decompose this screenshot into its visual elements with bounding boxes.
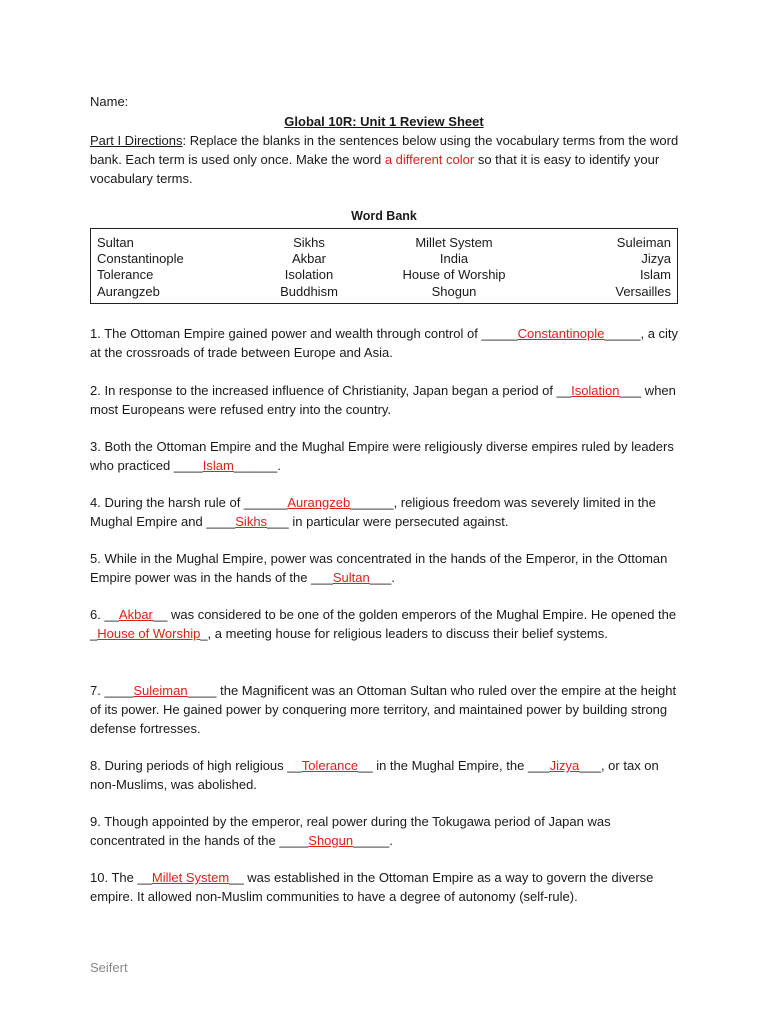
word-bank-term: Islam: [639, 267, 671, 282]
word-bank-term: Tolerance: [97, 267, 154, 282]
directions-highlight: a different color: [384, 152, 475, 167]
question-text: ___ in particular were persecuted against.: [267, 514, 509, 529]
word-bank-term: Suleiman: [616, 235, 671, 250]
answer-term: Sikhs: [235, 514, 268, 529]
word-bank-term: Jizya: [641, 251, 671, 266]
question-text: 1. The Ottoman Empire gained power and wealth through control of _____: [90, 326, 518, 341]
word-bank-row: [91, 283, 677, 300]
answer-term: House of Worship: [97, 626, 201, 641]
question-text: ___ when most Europeans were refused entry into the country.: [90, 383, 676, 417]
answer-term: Suleiman: [133, 683, 188, 698]
word-bank-term: House of Worship: [402, 267, 506, 282]
word-bank-term: Isolation: [284, 267, 334, 282]
question-4: [90, 493, 682, 531]
answer-term: Millet System: [151, 870, 230, 885]
directions-text-before: : Replace the blanks in the sentences below using the vocabulary terms from the word bank. Each term is used only once. Make the word: [90, 133, 679, 167]
question-2: [90, 381, 682, 419]
question-8: [90, 756, 682, 794]
word-bank-term: Millet System: [415, 235, 493, 250]
question-6: [90, 605, 682, 643]
word-bank-term: Versailles: [615, 284, 671, 299]
answer-term: Islam: [202, 458, 234, 473]
question-text: 10. The __: [90, 870, 152, 885]
answer-term: Aurangzeb: [287, 495, 351, 510]
question-text: _, a meeting house for religious leaders to discuss their belief systems.: [200, 626, 608, 641]
directions-paragraph: [90, 131, 680, 188]
word-bank-term: India: [439, 251, 469, 266]
word-bank-title: Word Bank: [351, 209, 417, 223]
question-1: [90, 324, 682, 362]
question-text: _____, a city at the crossroads of trade between Europe and Asia.: [90, 326, 679, 360]
word-bank-row: [91, 250, 677, 267]
question-text: ___.: [369, 570, 395, 585]
word-bank-term: Constantinople: [97, 251, 184, 266]
answer-term: Tolerance: [301, 758, 359, 773]
directions-text-after: so that it is easy to identify your vocabulary terms.: [90, 152, 660, 186]
question-text: ____ the Magnificent was an Ottoman Sultan who ruled over the empire at the height of its power. He gained power by conquering more territory, and maintained power by building strong defense fortresses.: [90, 683, 677, 736]
word-bank-term: Aurangzeb: [97, 284, 160, 299]
word-bank-term: Buddhism: [280, 284, 338, 299]
answer-term: Sultan: [332, 570, 370, 585]
answer-term: Jizya: [549, 758, 580, 773]
word-bank-box: [90, 228, 678, 304]
question-text: __ was established in the Ottoman Empire as a way to govern the diverse empire. It allowed non-Muslim communities to have a degree of autonomy (self-rule).: [90, 870, 654, 904]
word-bank-row: [91, 234, 677, 251]
answer-term: Shogun: [308, 833, 354, 848]
directions-label: Part I Directions: [90, 133, 183, 148]
answer-term: Isolation: [571, 383, 620, 398]
answer-term: Constantinople: [517, 326, 605, 341]
question-text: 5. While in the Mughal Empire, power was concentrated in the hands of the Emperor, in the Ottoman Empire power was in the hands of the ___: [90, 551, 668, 585]
question-10: [90, 868, 682, 906]
word-bank-term: Sikhs: [293, 235, 325, 250]
question-text: 9. Though appointed by the emperor, real power during the Tokugawa period of Japan was concentrated in the hands of the ____: [90, 814, 611, 848]
question-text: __ was considered to be one of the golden emperors of the Mughal Empire. He opened the _: [90, 607, 677, 641]
question-text: ______.: [233, 458, 281, 473]
question-text: 2. In response to the increased influence of Christianity, Japan began a period of __: [90, 383, 572, 398]
question-text: 7. ____: [90, 683, 134, 698]
name-label: Name:: [90, 94, 129, 109]
word-bank-term: Sultan: [97, 235, 134, 250]
question-3: [90, 437, 682, 475]
question-text: ______, religious freedom was severely limited in the Mughal Empire and ____: [90, 495, 656, 529]
question-text: 3. Both the Ottoman Empire and the Mughal Empire were religiously diverse empires ruled by leaders who practiced ____: [90, 439, 674, 473]
question-7: [90, 681, 682, 738]
footer-author: Seifert: [90, 960, 128, 975]
word-bank-row: [91, 266, 677, 283]
question-9: [90, 812, 682, 850]
question-text: ___, or tax on non-Muslims, was abolished.: [90, 758, 659, 792]
question-text: 6. __: [90, 607, 119, 622]
word-bank-term: Akbar: [292, 251, 326, 266]
page-title: Global 10R: Unit 1 Review Sheet: [284, 114, 484, 129]
question-text: 8. During periods of high religious __: [90, 758, 302, 773]
word-bank-term: Shogun: [431, 284, 477, 299]
question-5: [90, 549, 682, 587]
question-text: __ in the Mughal Empire, the ___: [358, 758, 550, 773]
answer-term: Akbar: [118, 607, 153, 622]
question-text: 4. During the harsh rule of ______: [90, 495, 288, 510]
question-text: _____.: [353, 833, 393, 848]
